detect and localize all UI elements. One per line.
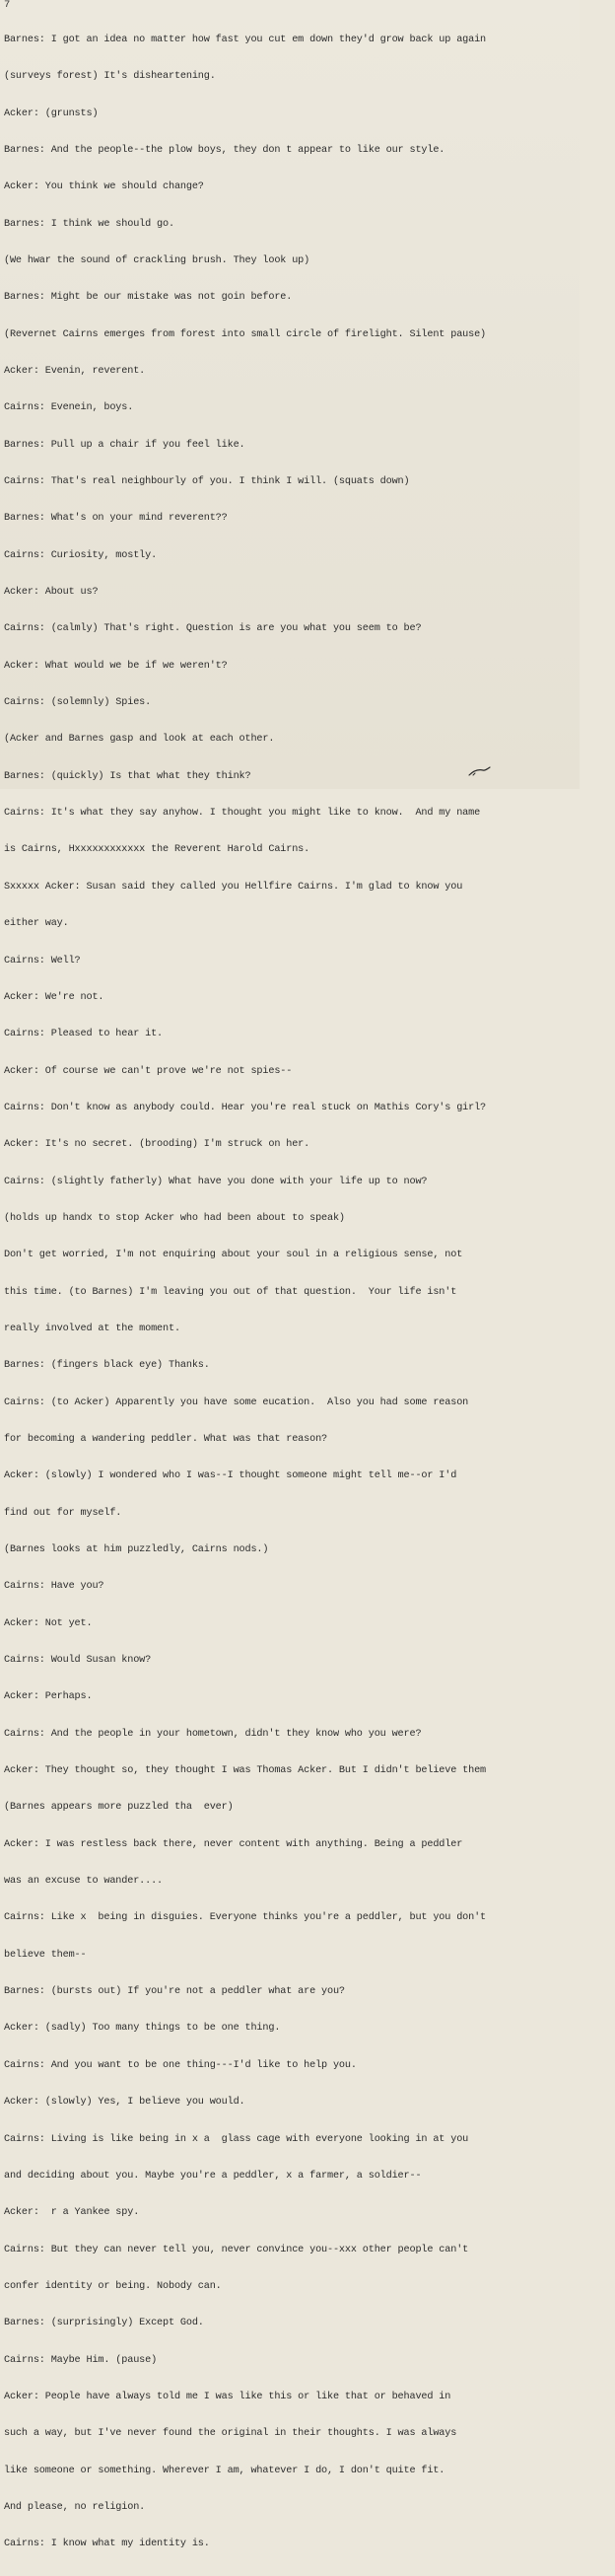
- script-line: Acker: (slowly) Yes, I believe you would.: [4, 2097, 245, 2109]
- script-line: Sxxxxx Acker: Susan said they called you Hellfire Cairns. I'm glad to know you: [4, 881, 463, 893]
- script-line: (holds up handx to stop Acker who had been about to speak): [4, 1212, 345, 1224]
- script-line: (surveys forest) It's disheartening.: [4, 71, 216, 83]
- script-line: Cairns: Well?: [4, 955, 81, 966]
- script-line: Acker: It's no secret. (brooding) I'm struck on her.: [4, 1139, 310, 1151]
- script-line: confer identity or being. Nobody can.: [4, 2280, 222, 2292]
- script-line: Cairns: And you want to be one thing---I'd like to help you.: [4, 2059, 357, 2071]
- script-line: Acker: Not yet.: [4, 1617, 93, 1629]
- script-line: Barnes: (quickly) Is that what they think?: [4, 770, 251, 782]
- script-line: Cairns: It's what they say anyhow. I thought you might like to know. And my name: [4, 808, 481, 820]
- script-line: is Cairns, Hxxxxxxxxxxxx the Reverent Harold Cairns.: [4, 844, 310, 856]
- script-line: (Revernet Cairns emerges from forest into small circle of firelight. Silent pause): [4, 328, 487, 340]
- script-text: [4, 10, 615, 2576]
- script-line: (Barnes appears more puzzled tha ever): [4, 1802, 234, 1814]
- script-line: Cairns: And the people in your hometown, didn't they know who you were?: [4, 1728, 422, 1740]
- script-line: Acker: People have always told me I was like this or like that or behaved in: [4, 2391, 451, 2402]
- page-number: 7: [4, 0, 11, 11]
- script-line: really involved at the moment.: [4, 1323, 180, 1334]
- script-line: Cairns: (solemnly) Spies.: [4, 697, 152, 709]
- script-line: Cairns: But they can never tell you, never convince you--xxx other people can't: [4, 2244, 469, 2255]
- script-line: Barnes: Might be our mistake was not goin before.: [4, 292, 293, 304]
- script-line: Barnes: (surprisingly) Except God.: [4, 2318, 204, 2329]
- script-line: for becoming a wandering peddler. What was that reason?: [4, 1433, 327, 1445]
- script-line: was an excuse to wander....: [4, 1876, 164, 1888]
- script-line: Cairns: I know what my identity is.: [4, 2539, 210, 2550]
- script-line: Cairns: Pleased to hear it.: [4, 1029, 164, 1040]
- script-line: Cairns: Would Susan know?: [4, 1655, 152, 1667]
- script-line: Barnes: What's on your mind reverent??: [4, 513, 228, 525]
- script-line: Barnes: I think we should go.: [4, 218, 174, 230]
- pen-mark-icon: [467, 764, 493, 778]
- script-line: Cairns: (slightly fatherly) What have you done with your life up to now?: [4, 1176, 428, 1187]
- script-line: (Acker and Barnes gasp and look at each other.: [4, 734, 275, 746]
- script-line: Barnes: I got an idea no matter how fast you cut em down they'd grow back up again: [4, 34, 487, 45]
- script-line: Cairns: Evenein, boys.: [4, 402, 134, 414]
- script-line: Acker: About us?: [4, 587, 99, 599]
- script-line: Acker: (slowly) I wondered who I was--I thought someone might tell me--or I'd: [4, 1470, 457, 1482]
- script-line: Cairns: Maybe Him. (pause): [4, 2354, 158, 2366]
- script-line: Acker: I was restless back there, never content with anything. Being a peddler: [4, 1838, 463, 1850]
- script-line: (We hwar the sound of crackling brush. They look up): [4, 254, 310, 266]
- script-line: like someone or something. Wherever I am, whatever I do, I don't quite fit.: [4, 2465, 445, 2476]
- script-line: Cairns: That's real neighbourly of you. I think I will. (squats down): [4, 476, 410, 488]
- script-line: Acker: (grunsts): [4, 107, 99, 119]
- script-line: Acker: You think we should change?: [4, 181, 204, 193]
- script-line: and deciding about you. Maybe you're a peddler, x a farmer, a soldier--: [4, 2170, 422, 2182]
- script-line: Acker: Perhaps.: [4, 1691, 93, 1703]
- script-line: either way.: [4, 918, 69, 930]
- script-line: Barnes: And the people--the plow boys, they don t appear to like our style.: [4, 144, 445, 156]
- script-line: Cairns: (calmly) That's right. Question is are you what you seem to be?: [4, 623, 422, 635]
- script-line: find out for myself.: [4, 1507, 122, 1519]
- script-line: Cairns: (to Acker) Apparently you have some eucation. Also you had some reason: [4, 1396, 469, 1408]
- script-line: Barnes: (fingers black eye) Thanks.: [4, 1360, 210, 1372]
- script-line: Barnes: (bursts out) If you're not a peddler what are you?: [4, 1986, 345, 1998]
- script-line: Acker: We're not.: [4, 991, 104, 1003]
- script-line: such a way, but I've never found the original in their thoughts. I was always: [4, 2428, 457, 2440]
- script-line: believe them--: [4, 1949, 87, 1961]
- script-line: Acker: Evenin, reverent.: [4, 366, 146, 377]
- script-line: Acker: r a Yankee spy.: [4, 2207, 140, 2219]
- script-line: Cairns: Don't know as anybody could. Hear you're real stuck on Mathis Cory's girl?: [4, 1102, 487, 1113]
- script-line: Don't get worried, I'm not enquiring about your soul in a religious sense, not: [4, 1250, 463, 1261]
- script-line: Cairns: Living is like being in x a glass cage with everyone looking in at you: [4, 2133, 469, 2145]
- script-line: this time. (to Barnes) I'm leaving you out of that question. Your life isn't: [4, 1286, 457, 1298]
- script-line: Acker: (sadly) Too many things to be one thing.: [4, 2023, 281, 2035]
- script-line: And please, no religion.: [4, 2501, 146, 2513]
- script-line: Cairns: Have you?: [4, 1581, 104, 1593]
- script-line: Cairns: Curiosity, mostly.: [4, 549, 158, 561]
- script-line: Cairns: Like x being in disguies. Everyone thinks you're a peddler, but you don't: [4, 1912, 487, 1924]
- script-line: Acker: They thought so, they thought I was Thomas Acker. But I didn't believe them: [4, 1765, 487, 1777]
- script-line: (Barnes looks at him puzzledly, Cairns nods.): [4, 1544, 269, 1555]
- script-line: Acker: What would we be if we weren't?: [4, 660, 228, 672]
- script-line: Barnes: Pull up a chair if you feel like.: [4, 439, 245, 451]
- script-line: Acker: Of course we can't prove we're not spies--: [4, 1065, 293, 1077]
